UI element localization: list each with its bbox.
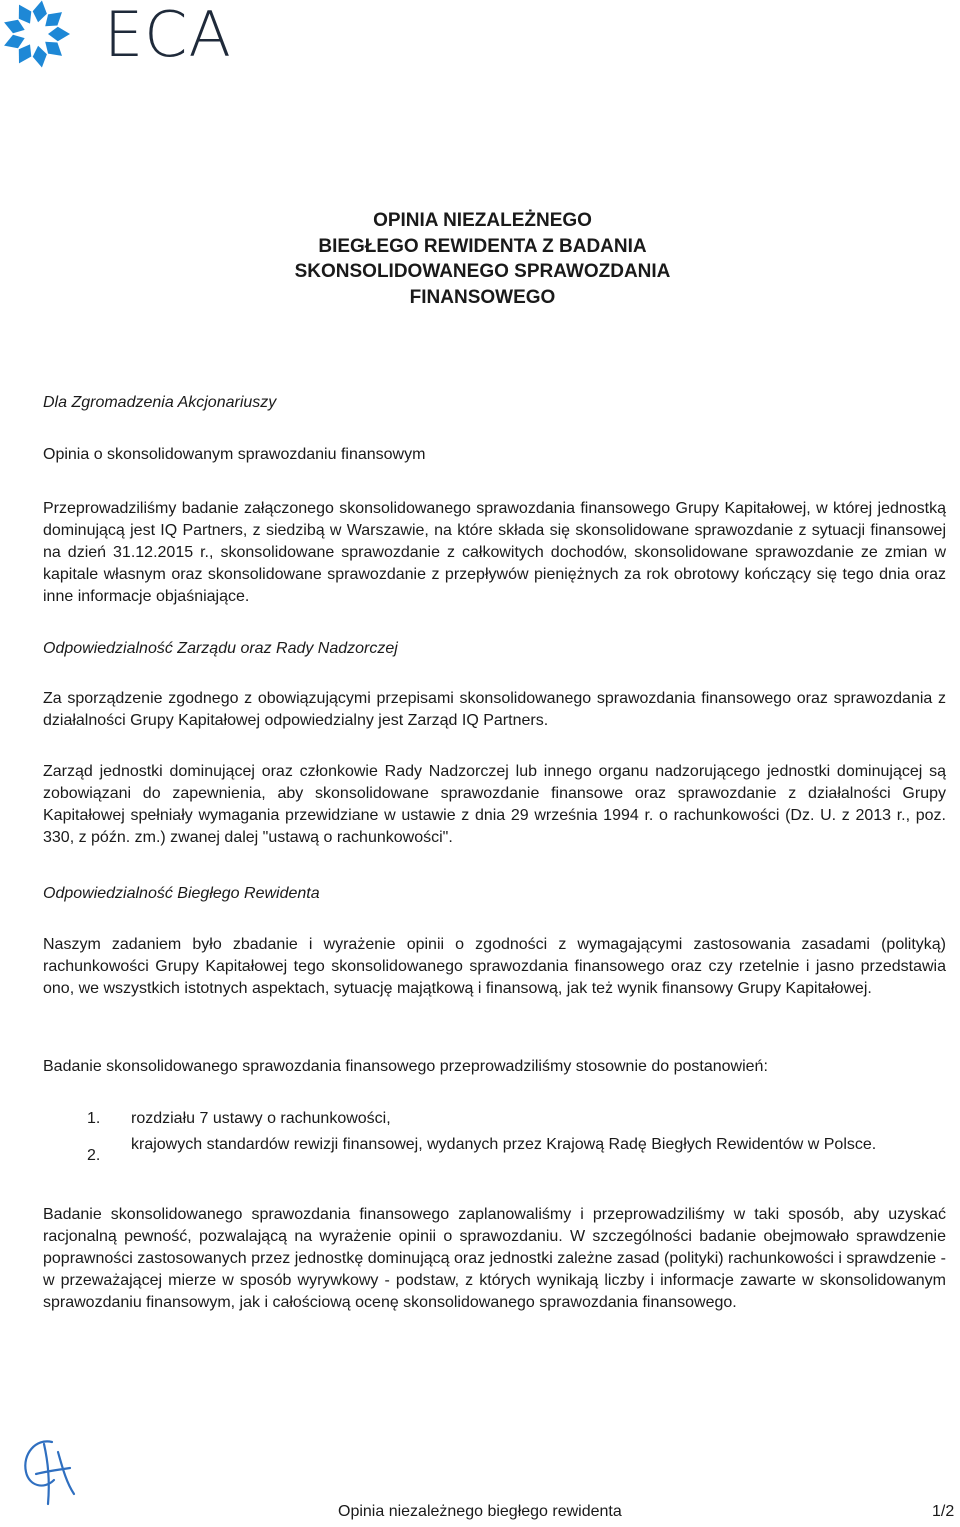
logo-star-petal [33,1,47,23]
list-item-text: krajowych standardów rewizji finansowej, wydanych przez Krajową Radę Biegłych Rewidentów w Polsce. [131,1136,877,1153]
signature-initials-icon [14,1432,84,1512]
basis-paragraph: Badanie skonsolidowanego sprawozdania finansowego przeprowadziliśmy stosownie do postanowień: [43,1058,768,1075]
management-paragraph-1: Za sporządzenie zgodnego z obowiązującymi przepisami skonsolidowanego sprawozdania finansowego oraz sprawozdania z działalności Grupy Kapitałowej odpowiedzialny jest Zarząd IQ Partners. [43,690,946,729]
footer-text: Opinia niezależnego biegłego rewidenta [338,1503,622,1520]
logo-star-petal [19,5,32,24]
title-line-2: BIEGŁEGO REWIDENTA Z BADANIA [318,235,647,257]
standards-list [43,1108,946,1164]
addressee: Dla Zgromadzenia Akcjonariuszy [43,394,277,411]
list-item-number: 1. [87,1110,101,1127]
title-line-4: FINANSOWEGO [409,286,556,308]
list-item [43,1134,946,1164]
title-line-1: OPINIA NIEZALEŻNEGO [373,210,592,231]
logo-star-petal [48,27,70,41]
opinion-section-heading: Opinia o skonsolidowanym sprawozdaniu finansowym [43,446,426,463]
management-paragraph-2: Zarząd jednostki dominującej oraz członkowie Rady Nadzorczej lub innego organu nadzorującego jednostki dominującej są zobowiązani do zapewnienia, aby skonsolidowane sprawozdanie finansowe oraz sprawozdanie z działalności Grupy Kapitałowej spełniały wymagania przewidziane w ustawie z dnia 29 września 1994 r. o rachunkowości (Dz. U. z 2013 r., poz. 330, z późn. zm.) zwanej dalej "ustawą o rachunkowości". [43,763,946,846]
logo-star-petal [4,35,25,49]
logo-star-petal [45,42,62,56]
planning-paragraph: Badanie skonsolidowanego sprawozdania finansowego zaplanowaliśmy i przeprowadziliśmy w taki sposób, aby uzyskać racjonalną pewność, pozwalającą na wyrażenie opinii o sprawozdaniu. W szczególności badanie obejmowało sprawdzenie poprawności zastosowanych przez jednostkę dominującą oraz jednostki zależne zasad (polityki) rachunkowości i sprawdzenie - w przeważającej mierze w sposób wyrywkowy - podstaw, z których wynikają liczby i informacje zawarte w skonsolidowanym sprawozdaniu finansowym, jak i całościową ocenę skonsolidowanego sprawozdania finansowego. [43,1206,946,1311]
management-responsibility-heading: Odpowiedzialność Zarządu oraz Rady Nadzorczej [43,640,398,657]
auditor-paragraph: Naszym zadaniem było zbadanie i wyrażenie opinii o zgodności z wymagającymi zastosowania zasadami (polityką) rachunkowości Grupy Kapitałowej tego skonsolidowanego sprawozdania finansowego oraz czy rzetelnie i jasno przedstawia ono, we wszystkich istotnych aspektach, sytuację majątkową i finansową, jak też wynik finansowy Grupy Kapitałowej. [43,936,946,997]
logo-star-petal [19,44,32,63]
page-number: 1/2 [932,1503,955,1520]
eca-logo [0,0,240,72]
logo-text: ECA [104,0,232,71]
page-title [0,208,960,310]
list-item-text: rozdziału 7 ustawy o rachunkowości, [131,1110,391,1127]
auditor-responsibility-heading: Odpowiedzialność Biegłego Rewidenta [43,885,320,902]
list-item-number: 2. [87,1147,101,1164]
logo-star-petal [33,46,47,68]
logo-star-petal [4,20,25,34]
logo-star-petal [45,12,62,26]
title-line-3: SKONSOLIDOWANEGO SPRAWOZDANIA [294,261,671,282]
list-item [43,1108,946,1130]
audit-paragraph: Przeprowadziliśmy badanie załączonego skonsolidowanego sprawozdania finansowego Grupy Kapitałowej, w której jednostką dominującą jest IQ Partners, z siedzibą w Warszawie, na które składa się skonsolidowane sprawozdanie z sytuacji finansowej na dzień 31.12.2015 r., skonsolidowane sprawozdanie z całkowitych dochodów, skonsolidowane sprawozdanie ze zmian w kapitale własnym oraz skonsolidowane sprawozdanie z przepływów pieniężnych za rok obrotowy kończący się tego dnia oraz inne informacje objaśniające. [43,500,946,605]
eca-star-logo-icon [0,0,100,72]
